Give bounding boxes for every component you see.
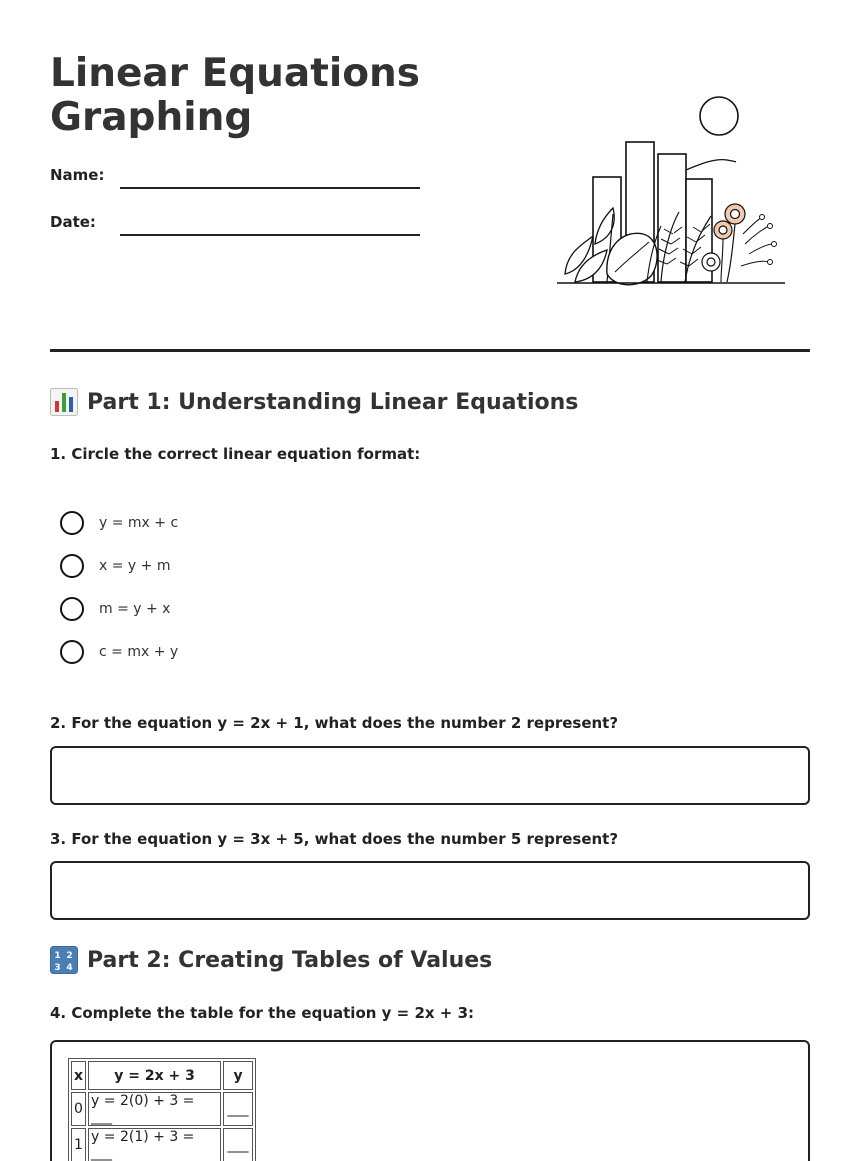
table-header-row bbox=[71, 1061, 253, 1090]
answer-box-3[interactable] bbox=[50, 861, 810, 920]
name-label: Name: bbox=[50, 166, 105, 184]
option-label: c = mx + y bbox=[99, 644, 179, 660]
cell-x: 0 bbox=[71, 1092, 86, 1126]
radio-circle[interactable] bbox=[60, 640, 84, 664]
name-field[interactable] bbox=[120, 187, 420, 189]
question-4: 4. Complete the table for the equation y = 2x + 3: bbox=[50, 1004, 475, 1022]
part1-heading bbox=[50, 388, 578, 416]
svg-text:1: 1 bbox=[54, 951, 61, 961]
option-2[interactable] bbox=[60, 551, 360, 581]
worksheet-title: Linear Equations Graphing bbox=[50, 51, 420, 140]
cell-y[interactable]: ___ bbox=[223, 1128, 253, 1161]
part2-title: Part 2: Creating Tables of Values bbox=[87, 947, 493, 973]
svg-text:2: 2 bbox=[66, 951, 73, 961]
option-3[interactable] bbox=[60, 594, 360, 624]
section-divider bbox=[50, 349, 810, 352]
option-label: x = y + m bbox=[99, 558, 171, 574]
part1-title: Part 1: Understanding Linear Equations bbox=[87, 389, 579, 415]
radio-circle[interactable] bbox=[60, 597, 84, 621]
cell-equation[interactable]: y = 2(1) + 3 = ___ bbox=[88, 1128, 221, 1161]
cell-y[interactable]: ___ bbox=[223, 1092, 253, 1126]
radio-circle[interactable] bbox=[60, 554, 84, 578]
bar-chart-garden-illustration bbox=[555, 94, 795, 294]
cell-x: 1 bbox=[71, 1128, 86, 1161]
option-label: m = y + x bbox=[99, 601, 171, 617]
radio-circle[interactable] bbox=[60, 511, 84, 535]
header-y: y bbox=[223, 1061, 253, 1090]
option-label: y = mx + c bbox=[99, 515, 179, 531]
option-1[interactable] bbox=[60, 508, 360, 538]
cell-equation[interactable]: y = 2(0) + 3 = ___ bbox=[88, 1092, 221, 1126]
table-row bbox=[71, 1128, 253, 1161]
question-3: 3. For the equation y = 3x + 5, what does the number 5 represent? bbox=[50, 830, 619, 848]
question-2: 2. For the equation y = 2x + 1, what does the number 2 represent? bbox=[50, 714, 619, 732]
table-row bbox=[71, 1092, 253, 1126]
svg-text:4: 4 bbox=[66, 963, 73, 973]
values-table bbox=[68, 1058, 256, 1161]
date-field[interactable] bbox=[120, 234, 420, 236]
answer-box-2[interactable] bbox=[50, 746, 810, 805]
part2-heading bbox=[50, 946, 492, 974]
header-equation: y = 2x + 3 bbox=[88, 1061, 221, 1090]
question-1: 1. Circle the correct linear equation format: bbox=[50, 445, 421, 463]
worksheet-header bbox=[50, 50, 810, 300]
option-4[interactable] bbox=[60, 637, 360, 667]
input-numbers-icon bbox=[50, 946, 78, 974]
bar-chart-icon bbox=[50, 388, 78, 416]
table-answer-box bbox=[50, 1040, 810, 1161]
svg-text:3: 3 bbox=[54, 963, 61, 973]
header-x: x bbox=[71, 1061, 86, 1090]
date-label: Date: bbox=[50, 213, 96, 231]
